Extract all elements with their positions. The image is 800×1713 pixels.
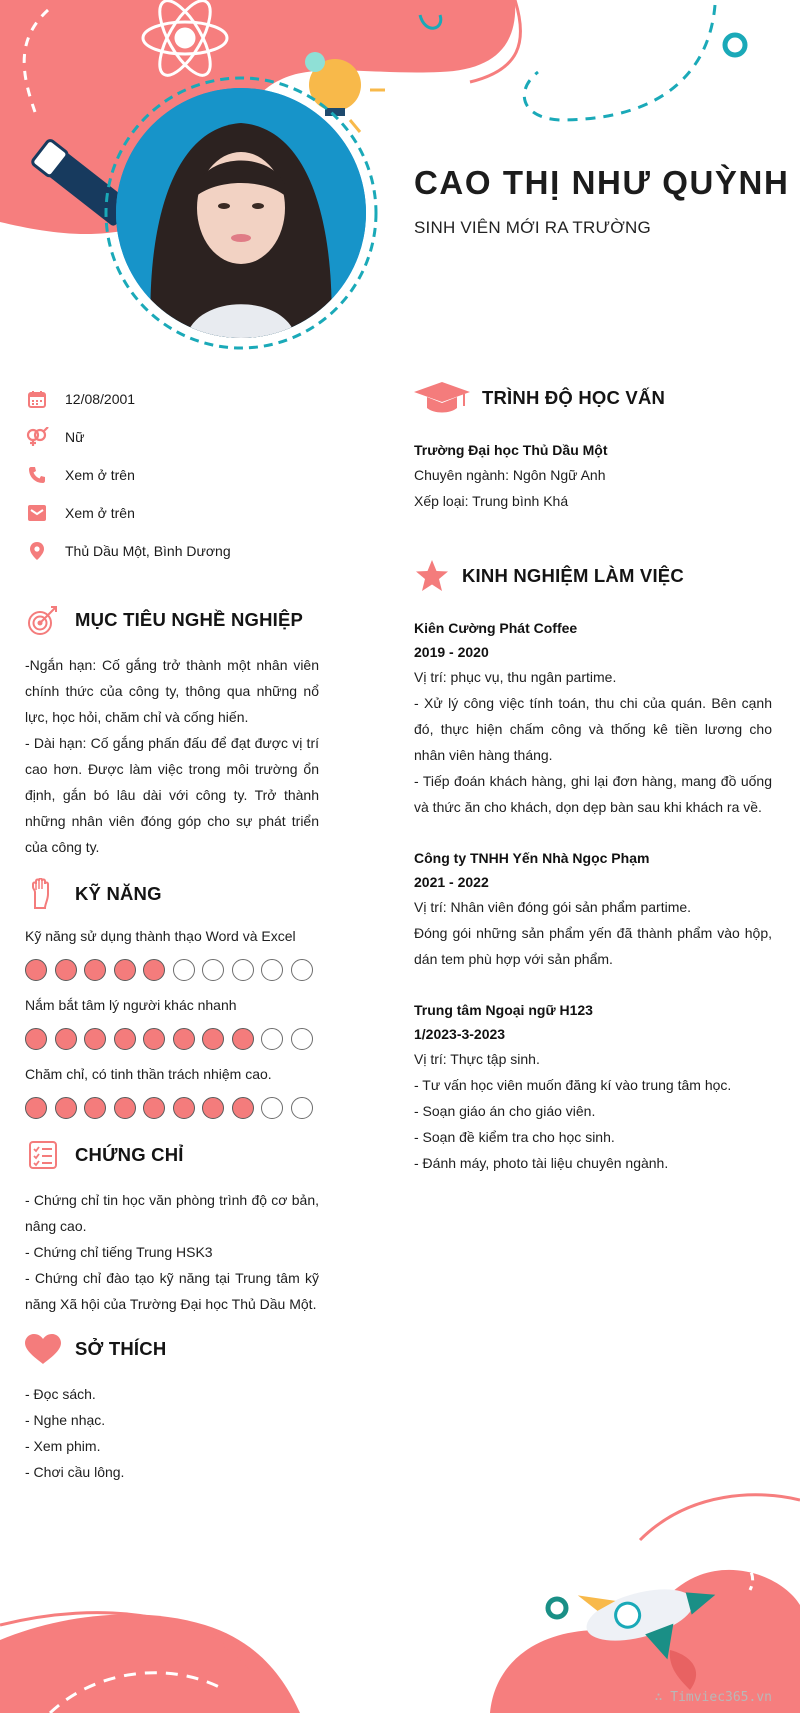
rating-dot-filled: [173, 1028, 195, 1050]
contact-text: Thủ Dầu Một, Bình Dương: [65, 543, 231, 559]
rating-dot-filled: [25, 959, 47, 981]
rating-dot-empty: [291, 959, 313, 981]
job-detail: - Soạn giáo án cho giáo viên.: [414, 1103, 596, 1119]
rating-dot-empty: [202, 959, 224, 981]
rating-dot-filled: [55, 1028, 77, 1050]
hobby-item: - Xem phim.: [25, 1438, 101, 1454]
rating-dot-filled: [232, 1097, 254, 1119]
job-detail: - Xử lý công việc tính toán, thu chi của quán. Bên cạnh đó, thực hiện chấm công và thống kê tiền lương cho nhân viên hàng tháng.: [414, 695, 772, 763]
star-icon: [414, 558, 450, 594]
rating-dot-filled: [25, 1097, 47, 1119]
graduation-cap-icon: [414, 380, 470, 416]
job-detail: - Đánh máy, photo tài liệu chuyên ngành.: [414, 1155, 669, 1171]
raised-hand-icon: [25, 876, 61, 912]
education-grade: Xếp loại: Trung bình Khá: [414, 493, 569, 509]
skill-item: [25, 995, 319, 1050]
left-column: [25, 380, 319, 1485]
contact-row-email: [25, 494, 319, 532]
rating-dot-filled: [202, 1028, 224, 1050]
experience-job: [414, 998, 772, 1176]
contact-row-gender: [25, 418, 319, 456]
job-company: Trung tâm Ngoại ngữ H123: [414, 1002, 593, 1018]
job-detail: Đóng gói những sản phẩm yến đã thành phẩm vào hộp, dán tem phù hợp với sản phẩm.: [414, 925, 772, 967]
skill-name: Chăm chỉ, có tinh thần trách nhiệm cao.: [25, 1066, 272, 1082]
checklist-icon: [25, 1137, 61, 1173]
hobby-item: - Đọc sách.: [25, 1386, 96, 1402]
contact-info: [25, 380, 319, 570]
contact-text: Xem ở trên: [65, 467, 135, 483]
job-detail: Vị trí: Nhân viên đóng gói sản phẩm partime.: [414, 899, 692, 915]
rating-dot-filled: [114, 959, 136, 981]
target-icon: [25, 602, 61, 638]
rating-dot-filled: [84, 1097, 106, 1119]
hobby-item: - Chơi cầu lông.: [25, 1464, 125, 1480]
bottom-left-blob: [0, 1614, 300, 1713]
certificate-item: - Chứng chỉ tiếng Trung HSK3: [25, 1244, 213, 1260]
rating-dot-filled: [232, 1028, 254, 1050]
rating-dot-empty: [291, 1097, 313, 1119]
job-period: 2019 - 2020: [414, 644, 489, 660]
section-title-education: TRÌNH ĐỘ HỌC VẤN: [482, 387, 666, 408]
rating-dot-empty: [261, 959, 283, 981]
heart-icon: [25, 1331, 61, 1367]
section-title-skills: KỸ NĂNG: [75, 883, 162, 904]
candidate-name: CAO THỊ NHƯ QUỲNH: [414, 164, 790, 201]
certificate-item: - Chứng chỉ tin học văn phòng trình độ cơ bản, nâng cao.: [25, 1192, 319, 1234]
objective-short-term: -Ngắn hạn: Cố gắng trở thành một nhân viên chính thức của công ty, thông qua những nổ lực, học hỏi, chăm chỉ và cống hiến.: [25, 657, 319, 725]
section-title-certificates: CHỨNG CHỈ: [75, 1144, 184, 1165]
education-school: Trường Đại học Thủ Dầu Một: [414, 442, 608, 458]
education-header: [414, 380, 772, 416]
contact-text: Xem ở trên: [65, 505, 135, 521]
right-column: [414, 380, 772, 1176]
rating-dot-empty: [261, 1097, 283, 1119]
gender-icon: [25, 425, 49, 449]
watermark: ∴ Timviec365.vn: [654, 1690, 772, 1705]
section-title-experience: KINH NGHIỆM LÀM VIỆC: [462, 565, 684, 586]
hobby-item: - Nghe nhạc.: [25, 1412, 106, 1428]
bottom-right-outline: [640, 1495, 800, 1540]
certificate-item: - Chứng chỉ đào tạo kỹ năng tại Trung tâm kỹ năng Xã hội của Trường Đại học Thủ Dầu Một.: [25, 1270, 319, 1312]
phone-icon: [25, 463, 49, 487]
skill-item: [25, 1064, 319, 1119]
experience-job: [414, 616, 772, 820]
skill-name: Kỹ năng sử dụng thành thạo Word và Excel: [25, 928, 296, 944]
education-major: Chuyên ngành: Ngôn Ngữ Anh: [414, 467, 606, 483]
job-company: Kiên Cường Phát Coffee: [414, 620, 578, 636]
experience-job: [414, 846, 772, 972]
rating-dot-filled: [55, 959, 77, 981]
skill-item: [25, 926, 319, 981]
rating-dot-filled: [202, 1097, 224, 1119]
certificates-header: [25, 1137, 319, 1173]
hobbies-header: [25, 1331, 319, 1367]
job-company: Công ty TNHH Yến Nhà Ngọc Phạm: [414, 850, 650, 866]
job-detail: Vị trí: phục vụ, thu ngân partime.: [414, 669, 617, 685]
contact-text: Nữ: [65, 429, 85, 445]
rating-dot-filled: [173, 1097, 195, 1119]
skills-list: [25, 926, 319, 1119]
calendar-icon: [25, 387, 49, 411]
avatar-illustration: [116, 88, 366, 338]
job-detail: - Soạn đề kiểm tra cho học sinh.: [414, 1129, 615, 1145]
rating-dot-filled: [143, 959, 165, 981]
rocket-ring: [548, 1599, 566, 1617]
job-period: 2021 - 2022: [414, 874, 489, 890]
contact-row-phone: [25, 456, 319, 494]
rating-dot-filled: [84, 959, 106, 981]
profile-photo: [116, 88, 366, 338]
candidate-title: SINH VIÊN MỚI RA TRƯỜNG: [414, 218, 651, 237]
rating-dot-filled: [55, 1097, 77, 1119]
rating-dot-filled: [143, 1028, 165, 1050]
objective-header: [25, 602, 319, 638]
job-detail: - Tư vấn học viên muốn đăng kí vào trung tâm học.: [414, 1077, 732, 1093]
rating-dot-filled: [25, 1028, 47, 1050]
dashed-trail-right: [524, 5, 715, 120]
section-title-hobbies: SỞ THÍCH: [75, 1338, 167, 1359]
section-title-objective: MỤC TIÊU NGHỀ NGHIỆP: [75, 609, 304, 630]
skill-rating: [25, 1097, 319, 1119]
rating-dot-empty: [173, 959, 195, 981]
rating-dot-filled: [114, 1097, 136, 1119]
job-detail: Vị trí: Thực tập sinh.: [414, 1051, 540, 1067]
location-pin-icon: [25, 539, 49, 563]
job-detail: - Tiếp đoán khách hàng, ghi lại đơn hàng, mang đồ uống và thức ăn cho khách, dọn dẹp bàn sau khi khách ra về.: [414, 773, 772, 815]
skill-name: Nắm bắt tâm lý người khác nhanh: [25, 997, 237, 1013]
rating-dot-empty: [232, 959, 254, 981]
teal-ring: [725, 35, 745, 55]
skills-header: [25, 876, 319, 912]
rating-dot-filled: [84, 1028, 106, 1050]
contact-text: 12/08/2001: [65, 391, 136, 407]
skill-rating: [25, 1028, 319, 1050]
rating-dot-filled: [143, 1097, 165, 1119]
rating-dot-filled: [114, 1028, 136, 1050]
contact-row-birthdate: [25, 380, 319, 418]
experience-header: [414, 558, 772, 594]
rating-dot-empty: [291, 1028, 313, 1050]
skill-rating: [25, 959, 319, 981]
email-icon: [25, 501, 49, 525]
contact-row-address: [25, 532, 319, 570]
job-period: 1/2023-3-2023: [414, 1026, 506, 1042]
rating-dot-empty: [261, 1028, 283, 1050]
objective-long-term: - Dài hạn: Cố gắng phấn đấu để đạt được vị trí cao hơn. Được làm việc trong môi trường ổn định, gắn bó lâu dài với công ty. Trở thành những nhân viên đóng góp cho sự phát triển của công ty.: [25, 735, 319, 855]
